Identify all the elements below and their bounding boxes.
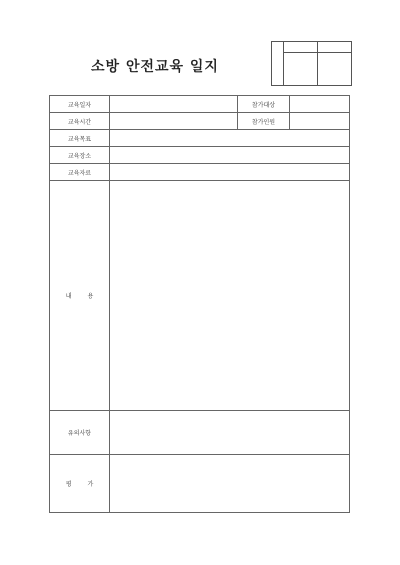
date-label: 교육일자 [50, 96, 110, 113]
goal-label: 교육목표 [50, 130, 110, 147]
row-place [50, 147, 350, 164]
row-material [50, 164, 350, 181]
attendees-field[interactable] [290, 113, 350, 130]
notes-label: 유의사항 [50, 411, 110, 455]
evaluation-label: 평 가 [50, 455, 110, 513]
notes-field[interactable] [110, 411, 350, 455]
time-label: 교육시간 [50, 113, 110, 130]
time-field[interactable] [110, 113, 238, 130]
place-label: 교육장소 [50, 147, 110, 164]
goal-field[interactable] [110, 130, 350, 147]
page-title: 소방 안전교육 일지 [91, 59, 219, 75]
row-goal [50, 130, 350, 147]
target-label: 참가대상 [238, 96, 290, 113]
evaluation-field[interactable] [110, 455, 350, 513]
content-field[interactable] [110, 181, 350, 411]
approval-sign-cell-2[interactable] [318, 53, 352, 86]
approval-header-cell-2 [318, 42, 352, 53]
education-log-form [49, 95, 350, 513]
row-time [50, 113, 350, 130]
material-label: 교육자료 [50, 164, 110, 181]
row-content [50, 181, 350, 411]
content-label: 내 용 [50, 181, 110, 411]
approval-box [271, 41, 352, 86]
row-evaluation [50, 455, 350, 513]
date-field[interactable] [110, 96, 238, 113]
approval-header-cell-1 [284, 42, 318, 53]
material-field[interactable] [110, 164, 350, 181]
attendees-label: 참가인원 [238, 113, 290, 130]
place-field[interactable] [110, 147, 350, 164]
row-date [50, 96, 350, 113]
row-notes [50, 411, 350, 455]
target-field[interactable] [290, 96, 350, 113]
approval-sign-cell-1[interactable] [284, 53, 318, 86]
approval-label-cell [272, 42, 284, 86]
